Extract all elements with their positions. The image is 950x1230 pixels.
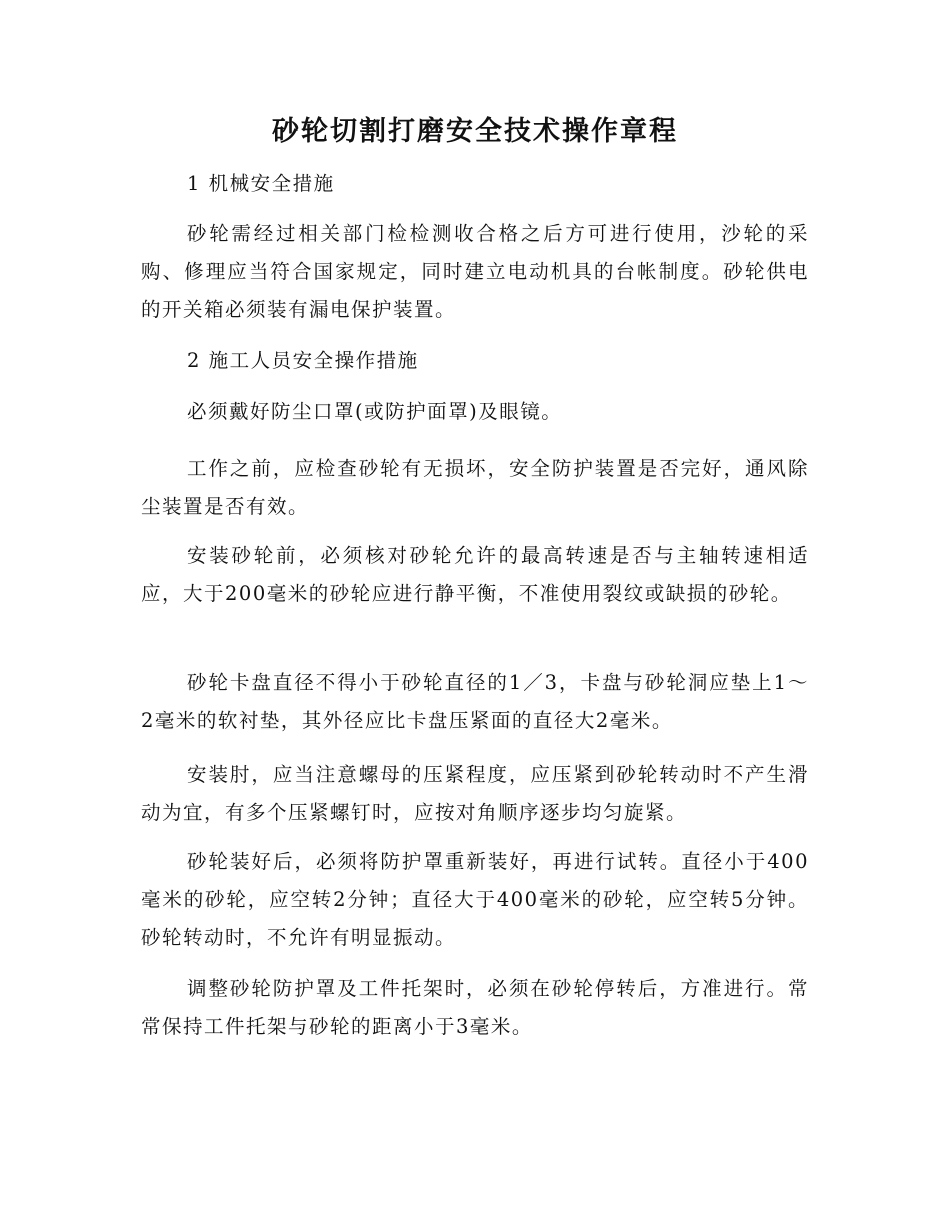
section-heading-1: 1 机械安全措施 [187,172,335,195]
paragraph-2-3: 安装砂轮前，必须核对砂轮允许的最高转速是否与主轴转速相适应，大于200毫米的砂轮应进行静平衡，不准使用裂纹或缺损的砂轮。 [141,544,809,605]
paragraph-2-5: 安装肘，应当注意螺母的压紧程度，应压紧到砂轮转动时不产生滑动为宜，有多个压紧螺钉时，应按对角顺序逐步均匀旋紧。 [141,763,809,824]
paragraph-2-7: 调整砂轮防护罩及工件托架时，必须在砂轮停转后，方准进行。常常保持工件托架与砂轮的距离小于3毫米。 [141,977,809,1038]
paragraph-2-1: 必须戴好防尘口罩(或防护面罩)及眼镜。 [187,400,563,423]
paragraph-2-2: 工作之前，应检查砂轮有无损坏，安全防护装置是否完好，通风除尘装置是否有效。 [141,457,809,518]
paragraph-1-1: 砂轮需经过相关部门检检测收合格之后方可进行使用，沙轮的采购、修理应当符合国家规定，同时建立电动机具的台帐制度。砂轮供电的开关箱必须装有漏电保护装置。 [141,222,809,321]
paragraph-2-4: 砂轮卡盘直径不得小于砂轮直径的1／3，卡盘与砂轮洞应垫上1～2毫米的软衬垫，其外径应比卡盘压紧面的直径大2毫米。 [141,671,809,732]
section-heading-2: 2 施工人员安全操作措施 [187,349,419,372]
document-title: 砂轮切割打磨安全技术操作章程 [272,116,678,147]
paragraph-2-6: 砂轮装好后，必须将防护罩重新装好，再进行试转。直径小于400毫米的砂轮，应空转2分钟；直径大于400毫米的砂轮，应空转5分钟。砂轮转动时，不允许有明显振动。 [141,850,809,949]
